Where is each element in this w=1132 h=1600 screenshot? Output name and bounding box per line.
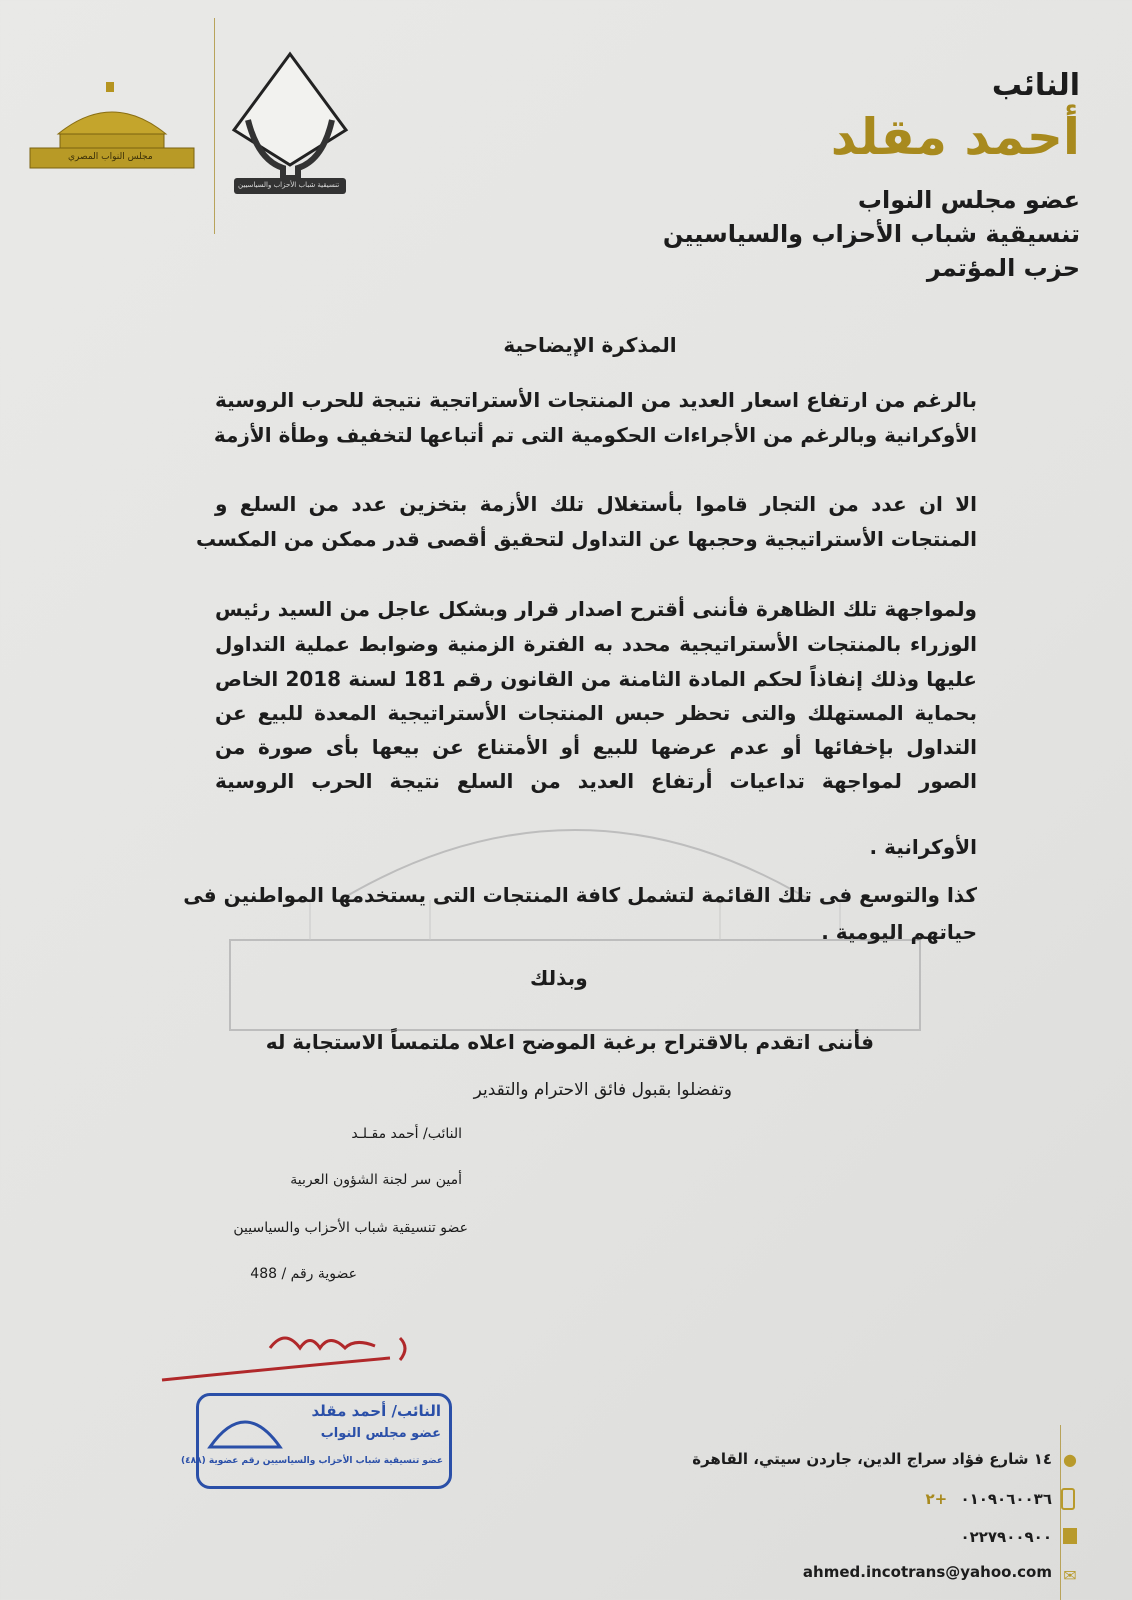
- body-line: الأوكرانية وبالرغم من الأجراءات الحكومية التى تم أتباعها لتخفيف وطأة الأزمة: [213, 423, 977, 447]
- signature-line: عضوية رقم / 488: [250, 1266, 357, 1282]
- parliament-logo: [28, 82, 196, 172]
- landline-number: ٠٢٢٧٩٠٠٩٠٠: [960, 1528, 1052, 1546]
- memo-title: المذكرة الإيضاحية: [503, 333, 677, 357]
- body-line: ولمواجهة تلك الظاهرة فأننى أقترح اصدار قرار وبشكل عاجل من السيد رئيس: [215, 597, 977, 621]
- body-line: بحماية المستهلك والتى تحظر حبس المنتجات الأستراتيجية المعدة للبيع عن: [215, 701, 977, 725]
- address: ١٤ شارع فؤاد سراج الدين، جاردن سيتي، القاهرة: [692, 1450, 1052, 1468]
- body-line: التداول بإخفائها أو عدم عرضها للبيع أو الأمتناع عن بيعها بأى صورة من: [215, 735, 977, 759]
- body-line: حياتهم اليومية .: [821, 920, 977, 944]
- thus-heading: وبذلك: [530, 966, 588, 990]
- coordination-logo: [228, 50, 352, 200]
- role-2: تنسيقية شباب الأحزاب والسياسيين: [662, 220, 1080, 248]
- mp-name: أحمد مقلد: [830, 108, 1080, 166]
- body-line: الوزراء بالمنتجات الأستراتيجية محدد به الفترة الزمنية وضوابط عملية التداول: [215, 632, 977, 656]
- role-3: حزب المؤتمر: [926, 254, 1080, 282]
- mobile-number-value: ٠١٠٩٠٦٠٠٣٦: [960, 1490, 1052, 1508]
- body-line: بالرغم من ارتفاع اسعار العديد من المنتجات الأستراتجية نتيجة للحرب الروسية: [215, 388, 977, 412]
- stamp-line-3: عضو تنسيقية شباب الأحزاب والسياسيين رقم عضوية (٤٨٨): [181, 1456, 443, 1466]
- stamp-line-2: عضو مجلس النواب: [320, 1426, 441, 1441]
- signature-line: أمين سر لجنة الشؤون العربية: [290, 1172, 462, 1188]
- telephone-icon: [1063, 1528, 1077, 1544]
- official-stamp: [181, 1393, 452, 1489]
- signature-line: النائب/ أحمد مقـلـد: [351, 1126, 462, 1142]
- contact-divider: [1060, 1425, 1061, 1600]
- closing-line: وتفضلوا بقبول فائق الاحترام والتقدير: [473, 1080, 732, 1100]
- country-code: +٢: [925, 1490, 948, 1508]
- body-line: الصور لمواجهة تداعيات أرتفاع العديد من السلع نتيجة الحرب الروسية: [215, 769, 977, 793]
- role-1: عضو مجلس النواب: [857, 186, 1080, 214]
- email-icon: ✉: [1063, 1566, 1077, 1585]
- mobile-number: [925, 1490, 1052, 1508]
- body-line: المنتجات الأستراتيجية وحجبها عن التداول لتحقيق أقصى قدر ممكن من المكسب: [196, 527, 977, 551]
- parliament-watermark: [130, 780, 1020, 1040]
- location-pin-icon: ●: [1063, 1450, 1077, 1469]
- stamp-line-1: النائب/ أحمد مقلد: [311, 1402, 441, 1420]
- body-line: كذا والتوسع فى تلك القائمة لتشمل كافة المنتجات التى يستخدمها المواطنين فى: [183, 883, 977, 907]
- header-divider: [214, 18, 215, 234]
- body-line: الأوكرانية .: [869, 835, 977, 859]
- coordination-logo-text: تنسيقية شباب الأحزاب والسياسيين: [238, 181, 340, 189]
- body-line: الا ان عدد من التجار قاموا بأستغلال تلك الأزمة بتخزين عدد من السلع و: [215, 492, 977, 516]
- body-line: عليها وذلك إنفاذاً لحكم المادة الثامنة من القانون رقم 181 لسنة 2018 الخاص: [215, 667, 977, 691]
- mobile-phone-icon: [1061, 1488, 1075, 1510]
- signature-line: عضو تنسيقية شباب الأحزاب والسياسيين: [233, 1220, 468, 1236]
- request-line: فأننى اتقدم بالاقتراح برغبة الموضح اعلاه ملتمساً الاستجابة له: [265, 1030, 874, 1054]
- title-prefix: النائب: [991, 68, 1080, 103]
- email-address[interactable]: ahmed.incotrans@yahoo.com: [802, 1563, 1052, 1581]
- parliament-logo-text: مجلس النواب المصري: [68, 152, 153, 162]
- handwritten-signature: [160, 1318, 430, 1388]
